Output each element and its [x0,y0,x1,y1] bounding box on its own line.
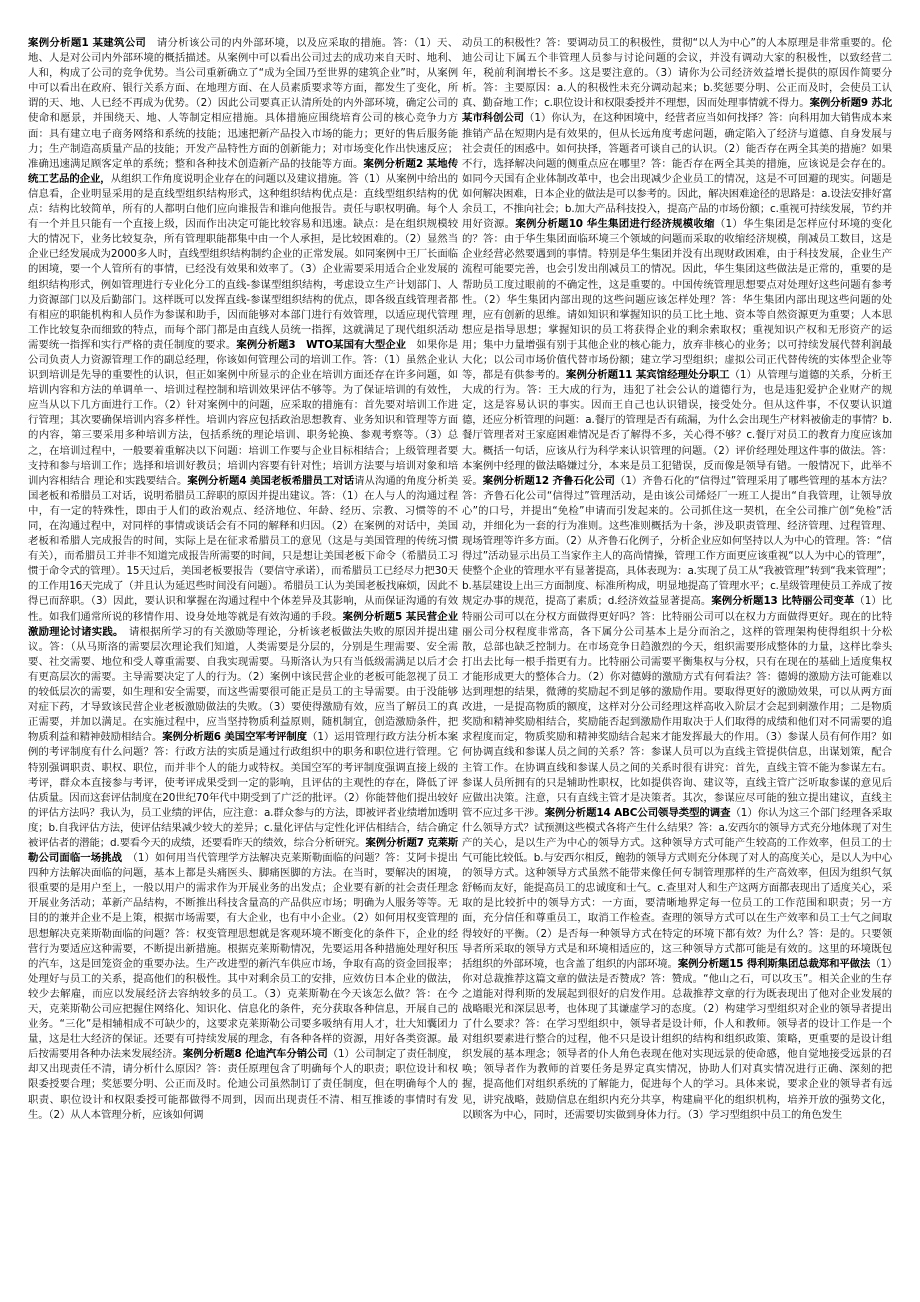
case-segment [28,339,458,487]
case-title: 案例分析题12 齐鲁石化公司 [482,474,615,487]
case-segment [462,97,892,230]
case-segment [28,37,458,170]
case-title: 案例分析题11 某宾馆经理处分职工 [566,369,730,382]
case-text: 请根据所学习的有关激励等理论，分析该老板做法失败的原因并提出建议。答：（从马斯洛的需要层次理论我们知道，人类需要是分层的，分别是生理需要、安全需要、社交需要、地位和受人尊重需要、自我实现需要。马斯洛认为只有当低级需满足以后才会有更高层次的需要。主导需要决定了人的行为。（2）案例中该民营企业的老板可能忽视了员工的较低层次的需要，如生理和安全需要，而这些需要很可能正是员工的主导需要。由于没能够对症下药，才导致该民营企业老板激励做法的失败。（3）要使得激励有效，应当了解员工的真正需要，并加以满足。在实施过程中，应当坚持物质利益原则，随机制宜，创造激励条件，把物质利益和精神鼓励相结合。 [28,625,458,744]
case-title: 案例分析题9 苏北某市科创公司 [462,97,892,125]
case-text: （1）你对总裁推荐这篇文章的做法是否赞成？答：赞成。“他山之石，可以攻玉”。相关企业的生存之道能对得利斯的发展起到很好的启发作用。总裁推荐文章的行为既表现出了他对企业发展的战略眼光和深层思考，也体现了其谦虚学习的态度。（2）构建学习型组织对企业的领导者提出了什么要求？答：在学习型组织中，领导者是设计师，仆人和教师。领导者的设计工作是一个对组织要素进行整合的过程，他不只是设计组织的结构和组织政策、策略，更重要的是设计组织发展的基本理念；领导者的仆人角色表现在他对实现远景的使命感，他自觉地接受远景的召唤；领导者作为教师的首要任务是界定真实情况，协助人们对真实情况进行正确、深刻的把握，提高他们对组织系统的了解能力，促进每个人的学习。具体来说，要求企业的领导者有远见，讲究战略，鼓励信息在组织内充分共享，构建扁平化的组织机构，培养开放的强势文化，以顾客为中心，同时，还需要切实做到身体力行。（3）学习型组织中员工的角色发生 [462,957,892,1121]
case-segment [28,731,458,849]
case-segment [28,475,458,623]
case-text: （1）华生集团是怎样应付环境的变化的？答：由于华生集团面临环境三个领域的问题而采取的收缩经济规模，削减员工数目，这是企业经营必然要遇到的事情。特别是华生集团并没有出现财政困难，由于科技发展，企业生产流程可能要完善，也会引发出削减员工的情况。因此，华生集团这些做法是正常的，重要的是帮助员工度过眼前的不确定性，这是重要的。中国传统管理思想要点对处理好这些问题有参考性。（2）华生集团内部出现的这些问题应该怎样处理？答：华生集团内部出现这些问题的处理，应有创新的思维。请如知识和掌握知识的员工比土地、资本等自然资源更为重要；人本思想应是指导思想；掌握知识的员工将获得企业的剩余索取权；重视知识产权和无形资产的运用；集中力量增强有别于其他企业的核心能力，放弃非核心的业务；以可持续发展代替利润最大化；以公司市场价值代替市场份额；建立学习型组织；虚拟公司正代替传统的实体型企业等等，都是有供参考的。 [462,218,892,382]
case-text: 请从沟通的角度分析美国老板和希腊员工对话，说明希腊员工辞职的原因并提出建议。答：（1）在人与人的沟通过程中，有一定的特殊性，即由于人们的政治观点、经济地位、年龄、经历、宗教、习惯等的不同，在沟通过程中，对同样的事情或谈话会有不同的解释和归因。（2）在案例的对话中，美国老板和希腊人完成报告的时间，实际上是在征求希腊员工的意见（这是与美国管理的传统习惯有关），而希腊员工并非不知道完成报告所需要的时间，只是想让美国老板下命令（希腊员工习惯于命令式的管理）。15天过后，美国老板要报告（要信守承诺），而希腊员工已经尽力把30天的工作用16天完成了（并且认为延迟些时间没有问题）。希腊员工认为美国老板找麻烦，因此不得已而辞职。（3）因此，要认识和掌握在沟通过程中个体差异及其影响，从而保证沟通的有效性。如我们通常所说的移情作用、设身处地等就是有效沟通的手段。 [28,474,458,623]
case-text: 请分析该公司的内外部环境，以及应采取的措施。答：（1）天、地、人是对公司内外部环境的概括描述。从案例中可以看出公司过去的成功来自天时、地利、人和，构成了公司的竞争优势。当公司重新确立了“成为全国乃至世界的建筑企业”时，从案例中可以看出在政府、银行关系方面、在地理方面、在人员素质要求等方面，都发生了变化，所谓的天、地、人已经不再成为优势。（2）因此公司要真正认清所处的内外部环境，确定公司的使命和愿景，并围绕天、地、人等制定相应措施。具体措施应围绕培育公司的核心竞争力方面：具有建立电子商务网络和系统的技能；迅速把新产品投入市场的能力；更好的售后服务能力；生产制造高质量产品的技能；开发产品特性方面的创新能力；对市场变化作出快速反应；准确迅速满足顾客定单的系统；整和各种技术创造新产品的技能等方面。 [28,37,458,170]
case-segment [462,218,892,381]
case-text: （1）你认为这三个部门经理各采取什么领导方式？试预测这些模式各将产生什么结果？答：a.安西尔的领导方式充分地体现了对生产的关心，是以生产为中心的领导方式。这种领导方式可能产生较高的工作效率，但员工的士气可能比较低。b.与安西尔相反，鲍勃的领导方式则充分体现了对人的高度关心，是以人为中心的领导方式。这种领导方式虽然不能带来像任何专制管理那样的生产高效率，但因为组织气氛舒畅而友好，能提高员工的忠诚度和士气。c.查里对人和生产这两方面都表现出了适度关心，采取的是比较折中的领导方式：一方面，要清晰地界定每一位员工的工作范围和职责；另一方面，充分信任和尊重员工，取消工作检查。查理的领导方式可以在生产效率和员工士气之间取得较好的平衡。（2）是否每一种领导方式在特定的环境下都有效？为什么？答：是的。只要领导者所采取的领导方式是和环境相适应的，这三种领导方式都可能是有效的。这里的环境既包括组织的外部环境，也含盖了组织的内部环境。 [462,806,892,970]
case-text: 如果你是公司负责人力资源管理工作的副总经理，你该如何管理公司的培训工作。答：（1）虽然企业认识到培训是先导的重要性的认识，但正如案例中所显示的企业在培训方面还存在许多问题，如培训内容和方法的单调单一、培训过程控制和培训效果评估不够等。为了保证培训的有效性，应当从以下几方面进行工作。（2）针对案例中的问题，应采取的措施有：首先要对培训工作进行管理；其次要确保培训内容多样性。培训内容应包括政治思想教育、业务知识和管理等方面的内容，第三要采用多种培训方法，包括系统的理论培训、职务轮换、参观考察等。（3）总之，在培训过程中，一般要着重解决以下问题：培训工作要与企业目标相结合；上级管理者要支持和参与培训工作；选择和培训好教员；培训内容要有针对性；培训方法要与培训对象和培训内容相结合 理论和实践要结合。 [28,338,458,487]
case-segment [462,369,892,487]
case-title: 案例分析题3 WTO某国有大型企业 [236,338,407,351]
case-segment [462,475,892,608]
case-title: 案例分析题5 某民营企业激励理论讨诸实践。 [28,610,458,638]
case-segment [28,158,458,351]
case-text: 动员工的积极性？答：要调动员工的积极性，贯彻“以人为中心”的人本原理是非常重要的。伦迪公司让下属五个非管理人员参与讨论问题的会议，并没有调动大家的积极性，以致经营二年，税前利润增长不多。这是要注意的。（3）请你为公司经济效益增长提供的原因作简要分析。答：主要原因：a.人的积极性未充分调动起来；b.奖惩要分明、公正而及时，会使员工认真、勤奋地工作；c.职位设计和权限委授并不理想，因而处理事情就不得力。 [462,37,892,110]
case-text: （1）如何用当代管理学方法解决克莱斯勒面临的问题？答：艾阿卡提出四种方法解决面临的问题，基本上都是头痛医头、脚痛医脚的方法。在当时，要解决的困境，很重要的是用户至上，一般以用户的需求作为开展业务的出发点；企业要有新的社会责任理念开展业务活动；革新产品结构，不断推出科技含量高的产品供应市场；明确为人服务等等。无目的的兼并企业不是上策，根据市场需要，有大企业，也有中小企业。（2）如何用权变管理的思想解决克莱斯勒面临的问题？答：权变管理思想就是客观环境不断变化的条件下，企业的经营行为要适应这种需要，不断提出新措施。根据克莱斯勒情况，先要运用各种措施处理好积压的汽车，这是回笼资金的重要办法。生产改进型的新汽车供应市场，争取有高的资金回报率；处理好与员工的关系，提高他们的积极性。其中对剩余员工的安排，应效仿日本企业的做法，较少去解雇，而应以发展经济去容纳较多的员工。（3）克莱斯勒在今天该怎么做？答：在今天，克莱斯勒公司应把握住网络化、知识化、信息化的条件，充分获取各种信息，开展自己的业务。“三化”是相辅相成不可缺少的，这要求克莱斯勒公司要多吸纳有用人才，壮大知囊团力量，这是壮大经济的保证。还要有可持续发展的理念，有各种各样的资源，用好各类资源。最后按需要用各种办法来发展经济。 [28,852,458,1061]
case-segment [462,807,892,970]
case-text: 从组织工作角度说明企业存在的问题以及建议措施。答（1）从案例中给出的信息看，企业明显采用的是直线型组织结构形式，这种组织结构优点是：直线型组织结构的优点：结构比较简单，所有的人都明白他们应向谁报告和谁向他报告。责任与职权明确。每个人有一个并且只能有一个直接上级，因而作出决定可能比较容易和迅速。缺点：是在组织规模较大的情况下，业务比较复杂，所有管理职能都集中由一个人承担，是比较困难的。（2）显然当企业已经发展成为2000多人时，直线型组织结构制约企业的正常发展。如同案例中王厂长面临的困境，要一个人管所有的事情，已经没有效果和效率了。（3）企业需要采用适合企业发展的组织结构形式，例如管理进行专业化分工的直线-参谋型组织结构，考虑设立生产计划部门、人力资源部门以及后勤部门。这样既可以发挥直线-参谋型组织结构的优点，即各级直线管理者都有相应的职能机构和人员作为参谋和助手，因而能够对本部门进行有效管理，以适应现代管理工作比较复杂而细致的特点，而每个部门都是由直线人员统一指挥，这就满足了现代组织活动需要统一指挥和实行严格的责任制度的要求。 [28,172,458,351]
case-segment [28,611,458,744]
case-text: （1）运用管理行政方法分析本案例的考评制度有什么问题？答：行政方法的实质是通过行政组织中的职务和职位进行管理。它特别强调职责、职权、职位，而并非个人的能力或特权。美国空军的考评制度强调直接上级的考评，群众本直接参与考评，使考评成果受到一定的影响，且评估的主观性的存在，降低了评估质量。因而这套评估制度在20世纪70年代中期受到了广泛的批评。（2）你能替他们提出较好的评估方法吗？我认为，员工业绩的评估，应注意：a.群众参与的方法，即被评者业绩增加透明度；b.自我评估方法，使评估结果减少较大的差异；c.量化评估与定性化评估相结合，结合确定被评估者的潜能；d.要看今天的成绩，还要看昨天的绩效，综合分析研究。 [28,731,458,849]
case-text: （1）比特丽公司可以在分权方面做得更好吗？答：比特丽公司可以在权力方面做得更好。现在的比特丽公司分权程度非常高，各下属分公司基本上是分而治之，这样的管理架构使得组织十分松散，总部也缺乏控制力。在市场竞争日趋激烈的今天，组织需要形成整体的力量，这样比拳头打出去比每一根手指更有力。比特丽公司需要平衡集权与分权，只有在现在的基础上适度集权才能形成更大的整体合力。（2）你对德姆的激励方式有何看法？答：德姆的激励方法可能难以达到理想的结果，微薄的奖励起不到足够的激励作用。要取得更好的激励效果，可以从两方面改进，一是提高物质的额度，这样对分公司经理这样高收入阶层才会起到刺激作用；二是物质奖励和精神奖励相结合，奖励能否起到激励作用取决于人们取得的成绩和他们对不同需要的追求程度而定，物质奖励和精神奖励结合起来才能发挥最大的作用。（3）参谋人员有何作用？如何协调直线和参谋人员之间的关系？答：参谋人员可以为直线主管提供信息，出谋划策，配合主管工作。在协调直线和参谋人员之间的关系时很有讲究：首先，直线主管不能为参谋左右。参谋人员所拥有的只是辅助性职权，比如提供咨询、建议等，直线主管广泛听取参谋的意见后应做出决策。注意，只有直线主管才是决策者。其次，参谋应尽可能的独立提出建议，直线主管不应过多干涉。 [462,595,892,819]
case-title: 案例分析题6 美国空军考评制度 [162,731,307,744]
two-column-layout [28,36,892,1294]
case-text: （1）公司制定了责任制度，却又出现责任不清，请分析什么原因？答：责任原理包含了明确每个人的职责；职位设计和权限委授要合理；奖惩要分明、公正而及时。伦迪公司虽然制订了责任制度，但在明确每个人的职责、职位设计和权限委授可能都做得不周到，因而出现责任不清、相互推诿的事情时有发生。（2）从人本管理分析，应该如何调 [28,1048,458,1121]
case-title: 案例分析题13 比特丽公司变革 [711,595,855,608]
case-title: 案例分析题1 某建筑公司 [28,37,147,49]
right-column [462,36,892,1294]
case-segment [462,958,892,1121]
case-title: 案例分析题8 伦迪汽车分销公司 [182,1048,328,1061]
left-column [28,36,458,1294]
case-segment [28,837,458,1060]
case-text: （1）从管理与道德的关系，分析王大成的行为。答：王大成的行为，违犯了社会公认的道德行为，也是违犯爱护企业财产的规定，这是容易认识的事实。因而王自己也认识错误，接受处分。但从这件事，不仅要认识道德，还应分析管理的问题：a.餐厅的管理是否有疏漏，为什么会出现生产材料被偷走的事情？b.餐厅管理者对王家庭困难情况是否了解得不多，关心得不够？c.餐厅对员工的教育力度应该加大。概括一句话，应该从行为科学来认识管理的问题。（2）评价经理处理这件事的做法。答：本案例中经理的做法略嫌过分，本来是员工犯错误，反而像是领导有错。一般情况下，此举不妥。 [462,369,892,487]
case-text: （1）齐鲁石化的“信得过”管理采用了哪些管理的基本方法？答：齐鲁石化公司“信得过”管理活动，是由该公司烯烃厂一班工人提出“自我管理，让领导放心”的口号，并提出“免检”申请而引发起来的。公司抓住这一契机，在全公司推广创“免检”活动，并细化为一套的行为准则。这些准则概括为十条，涉及职责管理、经济管理、过程管理、现场管理等许多方面。（2）从齐鲁石化例子，分析企业应如何坚持以人为中心的管理。答：“信得过”活动显示出员工当家作主人的高尚情操，管理工作方面更应该重视“以人为中心的管理”，使整个企业的管理水平有显著提高，具体表现为：a.实现了员工从“我被管理”转到“我来管理”；b.基层建设上出三方面制度、标准所构成，明显地提高了管理水平；c.星级管理使员工养成了按规定办事的规范，提高了素质；d.经济效益显著提高。 [462,474,892,608]
case-title: 案例分析题14 ABC公司领导类型的调查 [544,806,731,819]
case-title: 案例分析题7 克莱斯勒公司面临一场挑战 [28,836,458,865]
case-text: （1）你认为，在这种困境中，经营者应当如何找择？答：向科用加大销售成本来推销产品在短期内是有效果的，但从长远角度考虑问题，确定陷入了经济与道德、自身发展与社会责任的困惑中。如何抉择，答题者可谈自己的认识。（2）能否存在两全其美的措施？如果不行，选择解决问题的侧重点应在哪里？答：能否存在两全其美的措施，应该说是会存在的。如同今天国有企业体制改革中，也会出现减少企业员工的情况，这是不可回避的现实。问题是如何解决困难，日本企业的做法是可以参考的。因此，解决困难途径的思路是：a.设法安排好富余员工，不推向社会；b.加大产品科技投入，提高产品的市场份额；c.重视可持续发展，节约并用好资源。 [462,112,892,231]
case-title: 案例分析题15 得利斯集团总裁郑和平做法 [677,957,871,970]
case-segment [462,595,892,818]
case-title: 案例分析题4 美国老板希腊员工对话 [187,474,355,487]
case-title: 案例分析题2 某地传统工艺品的企业， [28,157,458,185]
case-title: 案例分析题10 华生集团进行经济规模收缩 [515,218,715,231]
